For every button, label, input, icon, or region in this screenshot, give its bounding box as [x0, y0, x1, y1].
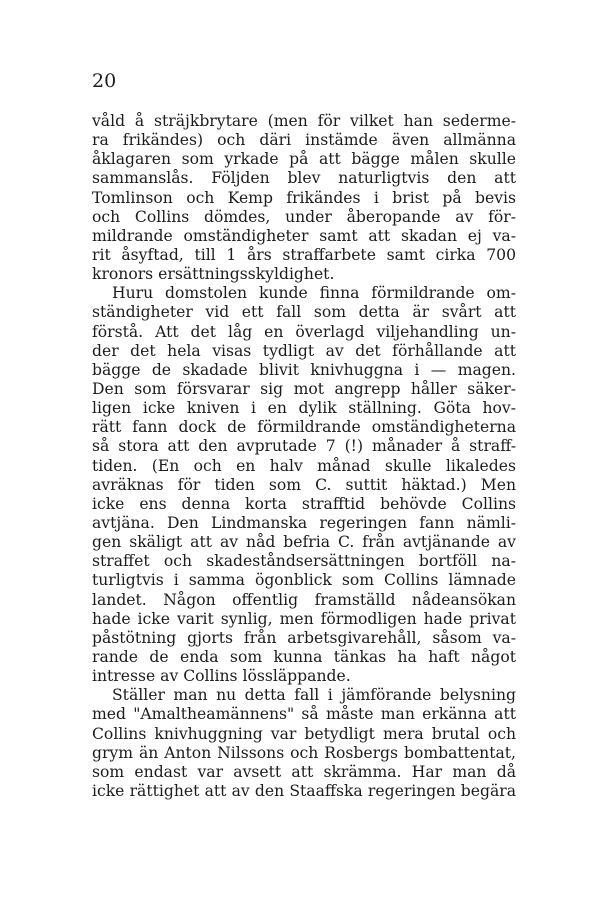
paragraph-start-line: Huru domstolen kunde finna förmildrande om-	[112, 284, 516, 303]
text-line: rit åsyftad, till 1 års straffarbete samt cirka 700	[92, 245, 516, 264]
text-line: tiden. (En och en halv månad skulle likaledes	[92, 456, 516, 475]
text-line: turligtvis i samma ögonblick som Collins lämnade	[92, 571, 516, 590]
text-line: ständigheter vid ett fall som detta är svårt att	[92, 303, 516, 322]
text-line: gen skäligt att av nåd befria C. från avtjänande av	[92, 533, 516, 552]
text-line: sammanslås. Följden blev naturligtvis den att	[92, 169, 516, 188]
text-line: våld å sträjkbrytare (men för vilket han sederme-	[92, 112, 516, 130]
text-line: Collins knivhuggning var betydligt mera brutal och	[92, 724, 516, 743]
text-line: landet. Någon offentlig framställd nådeansökan	[92, 590, 516, 609]
text-line: avtjäna. Den Lindmanska regeringen fann nämli-	[92, 513, 516, 532]
text-line: Den som försvarar sig mot angrepp håller säker-	[92, 379, 516, 398]
text-line: ligen icke kniven i en dylik ställning. Göta hov-	[92, 399, 516, 418]
text-line: grym än Anton Nilssons och Rosbergs bombattentat,	[92, 743, 516, 762]
text-line: som endast var avsett att skrämma. Har man då	[92, 762, 516, 781]
text-line: rande de enda som kunna tänkas ha haft något	[92, 647, 516, 666]
text-line: avräknas för tiden som C. suttit häktad.) Men	[92, 475, 516, 494]
text-line: der det hela visas tydligt av det förhållande att	[92, 341, 516, 360]
text-line: och Collins dömdes, under åberopande av för-	[92, 207, 516, 226]
text-line: mildrande omständigheter samt att skadan ej va-	[92, 226, 516, 245]
text-line: Tomlinson och Kemp frikändes i brist på bevis	[92, 188, 516, 207]
text-line: så stora att den avprutade 7 (!) månader å straff-	[92, 437, 516, 456]
text-line: med "Amaltheamännens" så måste man erkänna att	[92, 705, 516, 724]
text-line: icke ens denna korta strafftid behövde Collins	[92, 494, 516, 513]
text-line: påstötning gjorts från arbetsgivarehåll, såsom va-	[92, 628, 516, 647]
text-line: kronors ersättningsskyldighet.	[92, 265, 335, 284]
page-number: 20	[92, 70, 117, 92]
text-line: icke rättighet att av den Staaffska regeringen begära	[92, 781, 516, 800]
paragraph-start-line: Ställer man nu detta fall i jämförande belysning	[112, 686, 516, 705]
text-line: bägge de skadade blivit knivhuggna i — magen.	[92, 360, 516, 379]
text-line: rätt fann dock de förmildrande omständigheterna	[92, 418, 516, 437]
text-line: hade icke varit synlig, men förmodligen hade privat	[92, 609, 516, 628]
text-line: ra frikändes) och däri instämde även allmänna	[92, 131, 516, 150]
body-text	[92, 112, 516, 801]
text-line: intresse av Collins lössläppande.	[92, 667, 351, 686]
text-line: straffet och skadeståndsersättningen bortföll na-	[92, 552, 516, 571]
text-line: åklagaren som yrkade på att bägge målen skulle	[92, 150, 516, 169]
text-line: förstå. Att det låg en överlagd viljehandling un-	[92, 322, 516, 341]
